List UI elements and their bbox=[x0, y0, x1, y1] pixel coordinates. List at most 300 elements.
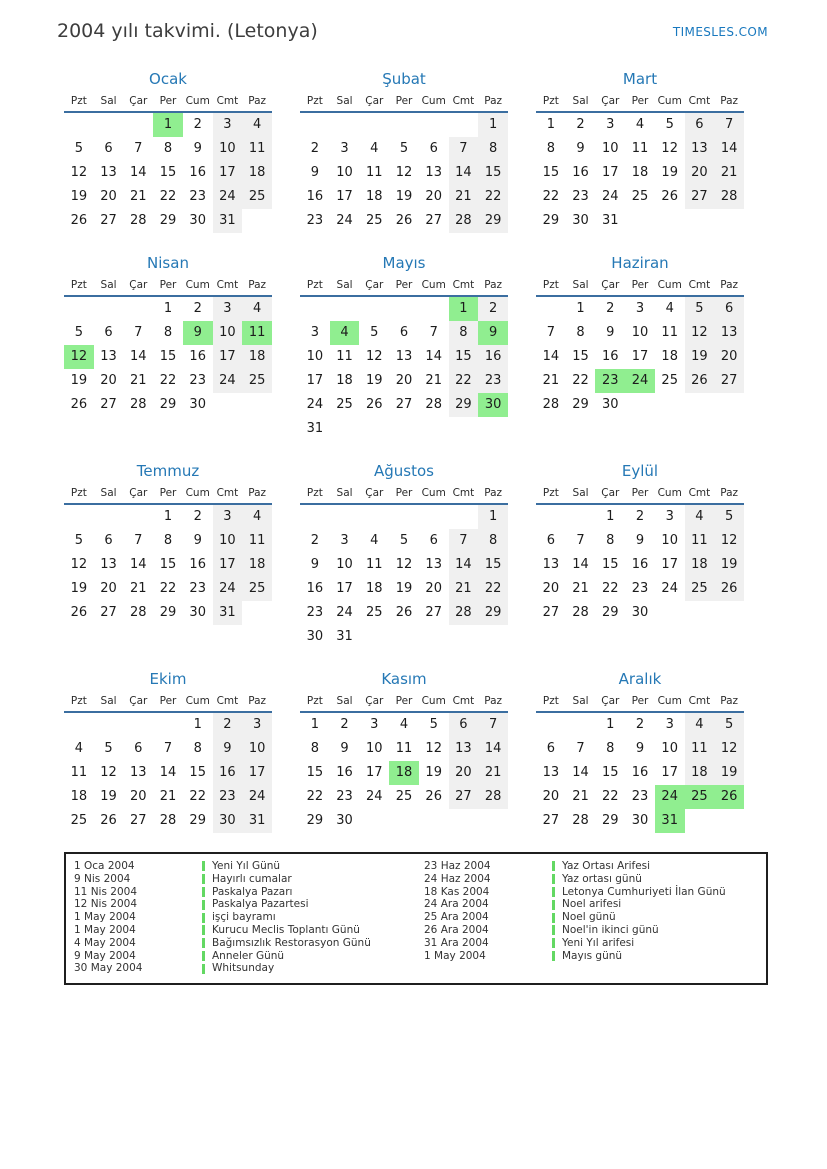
day-cell: 1 bbox=[478, 113, 508, 137]
legend-column bbox=[66, 860, 416, 975]
day-cell: 15 bbox=[602, 765, 619, 780]
day-cell: 30 bbox=[189, 397, 206, 412]
day-cell: 5 bbox=[399, 141, 409, 156]
day-cell: 28 bbox=[159, 813, 177, 828]
day-cell-empty bbox=[419, 505, 449, 529]
weekday-label: Per bbox=[159, 487, 177, 499]
day-cell: 6 bbox=[399, 325, 409, 340]
day-cell: 1 bbox=[163, 301, 173, 316]
month-title: Ağustos bbox=[374, 462, 434, 480]
day-cell: 2 bbox=[606, 301, 615, 316]
weekday-label: Sal bbox=[100, 279, 117, 291]
day-cell: 20 bbox=[425, 581, 442, 596]
weekday-label: Cum bbox=[421, 695, 446, 707]
day-cell: 6 bbox=[546, 741, 555, 756]
legend-holiday-name: Anneler Günü bbox=[202, 950, 416, 963]
day-cell: 4 bbox=[685, 713, 715, 737]
day-cell-empty bbox=[300, 113, 330, 137]
day-cell: 11 bbox=[70, 765, 88, 780]
day-cell: 12 bbox=[70, 557, 88, 572]
weekday-label: Per bbox=[159, 695, 177, 707]
day-cell: 22 bbox=[602, 581, 619, 596]
month-title: Şubat bbox=[382, 70, 426, 88]
day-cell: 25 bbox=[685, 785, 715, 809]
day-cell-empty bbox=[123, 505, 153, 529]
day-cell: 24 bbox=[602, 189, 619, 204]
day-cell: 11 bbox=[366, 557, 383, 572]
day-cell: 26 bbox=[100, 813, 117, 828]
weekday-label: Per bbox=[159, 95, 177, 107]
weekday-label: Per bbox=[395, 695, 413, 707]
legend-row bbox=[66, 962, 416, 975]
day-cell: 11 bbox=[242, 137, 272, 161]
legend-row bbox=[416, 937, 766, 950]
day-cell: 7 bbox=[134, 141, 143, 156]
day-cell: 7 bbox=[429, 325, 438, 340]
weekday-header-row bbox=[64, 95, 272, 113]
day-cell: 16 bbox=[631, 557, 649, 572]
legend-date: 18 Kas 2004 bbox=[424, 885, 490, 898]
day-cell: 31 bbox=[336, 629, 353, 644]
day-cell: 17 bbox=[336, 581, 353, 596]
day-cell: 16 bbox=[631, 765, 649, 780]
day-cell: 18 bbox=[661, 349, 678, 364]
day-cell: 1 bbox=[576, 301, 585, 316]
day-cell: 7 bbox=[449, 137, 479, 161]
day-cell: 26 bbox=[395, 213, 413, 228]
holiday-tick-icon bbox=[552, 938, 555, 948]
weekday-label: Cmt bbox=[452, 95, 475, 107]
day-cell: 14 bbox=[542, 349, 560, 364]
day-cell: 1 bbox=[449, 297, 479, 321]
weekday-label: Pzt bbox=[70, 279, 87, 291]
weekday-label: Pzt bbox=[542, 279, 559, 291]
day-cell: 21 bbox=[449, 185, 479, 209]
day-cell: 8 bbox=[606, 533, 615, 548]
weekday-label: Per bbox=[395, 279, 413, 291]
day-cell: 25 bbox=[366, 213, 383, 228]
day-cell: 5 bbox=[685, 297, 715, 321]
day-cell: 14 bbox=[449, 161, 479, 185]
day-cell-empty bbox=[389, 297, 419, 321]
day-cell: 24 bbox=[306, 397, 324, 412]
day-cell: 21 bbox=[425, 373, 442, 388]
day-cell: 18 bbox=[242, 345, 272, 369]
legend-date: 11 Nis 2004 bbox=[74, 885, 137, 898]
day-cell: 19 bbox=[395, 189, 413, 204]
legend-row bbox=[416, 898, 766, 911]
day-cell: 14 bbox=[130, 165, 147, 180]
day-cell: 7 bbox=[478, 713, 508, 737]
holiday-tick-icon bbox=[552, 874, 555, 884]
day-cell: 1 bbox=[478, 505, 508, 529]
day-cell: 21 bbox=[130, 373, 147, 388]
day-cell-empty bbox=[64, 297, 94, 321]
day-cell-empty bbox=[359, 505, 389, 529]
day-cell: 9 bbox=[635, 741, 645, 756]
day-cell: 19 bbox=[714, 553, 744, 577]
day-cell: 11 bbox=[685, 737, 715, 761]
weekday-label: Cum bbox=[185, 95, 210, 107]
legend-date: 26 Ara 2004 bbox=[424, 923, 489, 936]
day-cell: 6 bbox=[104, 141, 113, 156]
day-cell: 30 bbox=[189, 213, 206, 228]
day-cell: 26 bbox=[685, 369, 715, 393]
day-cell: 25 bbox=[395, 789, 413, 804]
day-cell: 12 bbox=[70, 165, 88, 180]
day-cell: 27 bbox=[100, 605, 117, 620]
day-cell-empty bbox=[123, 713, 153, 737]
day-cell: 17 bbox=[661, 765, 678, 780]
weekday-label: Çar bbox=[601, 487, 620, 499]
weekday-label: Cmt bbox=[216, 279, 239, 291]
day-cell: 16 bbox=[572, 165, 589, 180]
day-cell: 22 bbox=[602, 789, 619, 804]
weekday-label: Çar bbox=[365, 695, 384, 707]
day-cell: 27 bbox=[449, 785, 479, 809]
holiday-tick-icon bbox=[202, 861, 205, 871]
day-cell: 2 bbox=[478, 297, 508, 321]
day-cell: 29 bbox=[449, 393, 479, 417]
weekday-label: Çar bbox=[365, 95, 384, 107]
holiday-tick-icon bbox=[202, 951, 205, 961]
legend-holiday-name: Noel'in ikinci günü bbox=[552, 924, 766, 937]
weekday-label: Pzt bbox=[70, 487, 87, 499]
day-cell: 6 bbox=[714, 297, 744, 321]
legend-holiday-name: Noel günü bbox=[552, 911, 766, 924]
day-cell: 27 bbox=[685, 185, 715, 209]
weekday-label: Sal bbox=[100, 695, 117, 707]
day-cell: 20 bbox=[542, 789, 560, 804]
day-cell: 10 bbox=[602, 141, 619, 156]
day-cell: 10 bbox=[366, 741, 383, 756]
legend-row bbox=[66, 950, 416, 963]
day-cell: 27 bbox=[542, 813, 560, 828]
day-cell: 8 bbox=[478, 137, 508, 161]
day-cell: 28 bbox=[425, 397, 442, 412]
site-link[interactable]: TIMESLES.COM bbox=[672, 25, 768, 39]
day-cell: 8 bbox=[163, 325, 173, 340]
day-cell: 7 bbox=[714, 113, 744, 137]
day-cell: 17 bbox=[336, 189, 353, 204]
weekday-label: Pzt bbox=[70, 95, 87, 107]
day-cell: 12 bbox=[661, 141, 678, 156]
day-cell: 4 bbox=[399, 717, 409, 732]
weekday-label: Paz bbox=[248, 95, 267, 107]
day-cell: 18 bbox=[685, 761, 715, 785]
weekday-header-row bbox=[300, 95, 508, 113]
day-cell: 4 bbox=[370, 141, 379, 156]
day-cell: 26 bbox=[395, 605, 413, 620]
day-cell: 8 bbox=[478, 529, 508, 553]
day-cell: 2 bbox=[310, 533, 319, 548]
weekday-header-row bbox=[64, 487, 272, 505]
day-cell: 3 bbox=[665, 717, 674, 732]
weekday-label: Cmt bbox=[452, 279, 475, 291]
weekday-label: Paz bbox=[484, 95, 503, 107]
day-cell: 5 bbox=[714, 505, 744, 529]
day-cell-empty bbox=[449, 113, 479, 137]
day-cell: 6 bbox=[449, 713, 479, 737]
day-cell: 24 bbox=[213, 577, 243, 601]
day-cell: 2 bbox=[635, 717, 645, 732]
legend-date: 31 Ara 2004 bbox=[424, 936, 489, 949]
weekday-label: Per bbox=[631, 487, 649, 499]
legend-row bbox=[416, 950, 766, 963]
day-cell: 29 bbox=[306, 813, 324, 828]
day-cell: 4 bbox=[242, 505, 272, 529]
weekday-label: Paz bbox=[720, 95, 739, 107]
day-cell: 29 bbox=[478, 209, 508, 233]
day-cell: 9 bbox=[183, 321, 213, 345]
day-cell: 19 bbox=[685, 345, 715, 369]
weekday-label: Cum bbox=[657, 487, 682, 499]
weekday-label: Sal bbox=[572, 695, 589, 707]
day-cell: 4 bbox=[685, 505, 715, 529]
day-cell: 23 bbox=[336, 789, 353, 804]
day-cell-empty bbox=[64, 113, 94, 137]
day-cell: 2 bbox=[193, 509, 202, 524]
day-cell: 12 bbox=[425, 741, 442, 756]
day-cell: 23 bbox=[213, 785, 243, 809]
weekday-label: Paz bbox=[248, 487, 267, 499]
legend-row bbox=[416, 911, 766, 924]
day-cell: 3 bbox=[635, 301, 645, 316]
day-cell: 2 bbox=[310, 141, 319, 156]
weekday-label: Paz bbox=[720, 279, 739, 291]
day-cell: 21 bbox=[478, 761, 508, 785]
weekday-label: Cum bbox=[185, 695, 210, 707]
day-cell-empty bbox=[449, 505, 479, 529]
day-cell: 3 bbox=[310, 325, 319, 340]
weekday-label: Per bbox=[159, 279, 177, 291]
day-cell: 28 bbox=[130, 213, 147, 228]
day-cell: 2 bbox=[635, 509, 645, 524]
day-cell: 14 bbox=[478, 737, 508, 761]
day-cell: 26 bbox=[661, 189, 678, 204]
legend-row bbox=[416, 860, 766, 873]
day-cell: 24 bbox=[625, 369, 655, 393]
day-cell: 27 bbox=[425, 605, 442, 620]
day-cell: 23 bbox=[595, 369, 625, 393]
day-cell: 14 bbox=[449, 553, 479, 577]
day-cell: 31 bbox=[242, 809, 272, 833]
day-cell-empty bbox=[566, 713, 596, 737]
day-cell-empty bbox=[94, 713, 124, 737]
day-cell: 10 bbox=[213, 321, 243, 345]
day-cell: 8 bbox=[546, 141, 555, 156]
legend-holiday-name: işçi bayramı bbox=[202, 911, 416, 924]
day-cell: 27 bbox=[425, 213, 442, 228]
weekday-label: Per bbox=[395, 95, 413, 107]
day-cell: 18 bbox=[242, 553, 272, 577]
day-cell: 25 bbox=[366, 605, 383, 620]
legend-row bbox=[66, 886, 416, 899]
day-cell: 18 bbox=[366, 189, 383, 204]
day-cell: 19 bbox=[425, 765, 442, 780]
day-cell: 30 bbox=[213, 809, 243, 833]
day-cell: 3 bbox=[213, 297, 243, 321]
weekday-header-row bbox=[300, 487, 508, 505]
day-cell-empty bbox=[536, 713, 566, 737]
day-cell: 8 bbox=[576, 325, 585, 340]
day-cell: 20 bbox=[425, 189, 442, 204]
day-cell: 27 bbox=[100, 213, 117, 228]
day-cell-empty bbox=[153, 713, 183, 737]
day-cell-empty bbox=[94, 113, 124, 137]
weekday-label: Sal bbox=[572, 279, 589, 291]
day-cell: 3 bbox=[213, 113, 243, 137]
day-cell: 7 bbox=[546, 325, 555, 340]
month-title: Haziran bbox=[611, 254, 669, 272]
weekday-label: Pzt bbox=[306, 487, 323, 499]
day-cell: 7 bbox=[134, 533, 143, 548]
day-cell: 27 bbox=[130, 813, 147, 828]
weekday-label: Çar bbox=[601, 279, 620, 291]
weekday-label: Per bbox=[631, 695, 649, 707]
day-cell: 23 bbox=[189, 189, 206, 204]
month-title: Temmuz bbox=[136, 462, 200, 480]
day-cell: 4 bbox=[74, 741, 83, 756]
day-cell: 13 bbox=[542, 557, 560, 572]
weekday-label: Pzt bbox=[306, 95, 323, 107]
day-cell: 1 bbox=[310, 717, 319, 732]
day-cell: 10 bbox=[242, 737, 272, 761]
day-cell: 11 bbox=[242, 321, 272, 345]
legend-holiday-name: Noel arifesi bbox=[552, 898, 766, 911]
weekday-label: Cum bbox=[657, 695, 682, 707]
weekday-label: Cmt bbox=[216, 695, 239, 707]
day-cell-empty bbox=[300, 297, 330, 321]
legend-date: 1 May 2004 bbox=[74, 923, 136, 936]
day-cell: 4 bbox=[330, 321, 360, 345]
day-cell: 13 bbox=[714, 321, 744, 345]
legend-row bbox=[66, 873, 416, 886]
weekday-label: Pzt bbox=[306, 695, 323, 707]
holiday-tick-icon bbox=[202, 938, 205, 948]
day-cell: 14 bbox=[572, 765, 589, 780]
weekday-label: Cmt bbox=[688, 279, 711, 291]
day-cell: 28 bbox=[449, 601, 479, 625]
day-cell: 10 bbox=[336, 165, 353, 180]
day-cell: 12 bbox=[714, 529, 744, 553]
weekday-header-row bbox=[536, 95, 744, 113]
holiday-tick-icon bbox=[552, 925, 555, 935]
day-cell: 2 bbox=[193, 301, 202, 316]
legend-holiday-name: Paskalya Pazartesi bbox=[202, 898, 416, 911]
legend-row bbox=[416, 873, 766, 886]
day-cell: 25 bbox=[685, 577, 715, 601]
day-cell: 21 bbox=[572, 581, 589, 596]
day-cell: 19 bbox=[714, 761, 744, 785]
day-cell: 22 bbox=[478, 185, 508, 209]
weekday-label: Sal bbox=[100, 487, 117, 499]
day-cell: 17 bbox=[213, 161, 243, 185]
day-cell: 7 bbox=[449, 529, 479, 553]
day-cell: 12 bbox=[64, 345, 94, 369]
day-cell: 17 bbox=[631, 349, 649, 364]
month-title: Nisan bbox=[147, 254, 189, 272]
day-cell: 30 bbox=[336, 813, 353, 828]
day-cell: 22 bbox=[542, 189, 560, 204]
day-cell: 9 bbox=[213, 737, 243, 761]
day-cell: 25 bbox=[336, 397, 353, 412]
day-cell: 11 bbox=[336, 349, 353, 364]
day-cell: 21 bbox=[714, 161, 744, 185]
day-cell: 17 bbox=[661, 557, 678, 572]
day-cell: 20 bbox=[714, 345, 744, 369]
day-cell: 30 bbox=[306, 629, 324, 644]
day-cell-empty bbox=[330, 297, 360, 321]
day-cell: 30 bbox=[189, 605, 206, 620]
day-cell: 9 bbox=[606, 325, 615, 340]
weekday-label: Sal bbox=[336, 279, 353, 291]
day-cell: 4 bbox=[242, 113, 272, 137]
month-days-grid bbox=[300, 113, 508, 233]
day-cell-empty bbox=[300, 505, 330, 529]
day-cell: 24 bbox=[336, 213, 353, 228]
day-cell: 28 bbox=[130, 605, 147, 620]
day-cell: 10 bbox=[336, 557, 353, 572]
day-cell: 13 bbox=[685, 137, 715, 161]
day-cell: 21 bbox=[159, 789, 177, 804]
day-cell: 31 bbox=[213, 209, 243, 233]
day-cell: 12 bbox=[714, 737, 744, 761]
day-cell: 4 bbox=[370, 533, 379, 548]
day-cell: 18 bbox=[631, 165, 649, 180]
day-cell: 30 bbox=[602, 397, 619, 412]
day-cell: 4 bbox=[665, 301, 674, 316]
weekday-label: Çar bbox=[601, 695, 620, 707]
day-cell-empty bbox=[566, 505, 596, 529]
day-cell: 26 bbox=[714, 577, 744, 601]
day-cell: 12 bbox=[395, 557, 413, 572]
weekday-label: Pzt bbox=[542, 695, 559, 707]
day-cell: 28 bbox=[478, 785, 508, 809]
day-cell: 5 bbox=[104, 741, 113, 756]
weekday-label: Pzt bbox=[306, 279, 323, 291]
day-cell: 11 bbox=[685, 529, 715, 553]
weekday-label: Cmt bbox=[688, 95, 711, 107]
day-cell: 23 bbox=[189, 373, 206, 388]
day-cell: 9 bbox=[310, 165, 319, 180]
day-cell: 13 bbox=[395, 349, 413, 364]
day-cell: 20 bbox=[449, 761, 479, 785]
day-cell-empty bbox=[330, 505, 360, 529]
day-cell-empty bbox=[359, 297, 389, 321]
day-cell: 1 bbox=[606, 717, 615, 732]
weekday-label: Pzt bbox=[542, 95, 559, 107]
legend-holiday-name: Yeni Yıl arifesi bbox=[552, 937, 766, 950]
weekday-label: Paz bbox=[248, 695, 267, 707]
legend-row bbox=[66, 924, 416, 937]
day-cell: 2 bbox=[193, 117, 202, 132]
month-block bbox=[64, 70, 272, 233]
day-cell: 23 bbox=[306, 213, 324, 228]
day-cell: 29 bbox=[189, 813, 206, 828]
day-cell: 6 bbox=[429, 141, 438, 156]
day-cell: 14 bbox=[425, 349, 442, 364]
day-cell: 12 bbox=[685, 321, 715, 345]
weekday-label: Cum bbox=[421, 487, 446, 499]
day-cell: 29 bbox=[159, 213, 177, 228]
day-cell: 12 bbox=[395, 165, 413, 180]
day-cell: 29 bbox=[478, 601, 508, 625]
day-cell: 24 bbox=[213, 185, 243, 209]
day-cell: 3 bbox=[370, 717, 379, 732]
day-cell: 3 bbox=[606, 117, 615, 132]
day-cell: 29 bbox=[602, 605, 619, 620]
